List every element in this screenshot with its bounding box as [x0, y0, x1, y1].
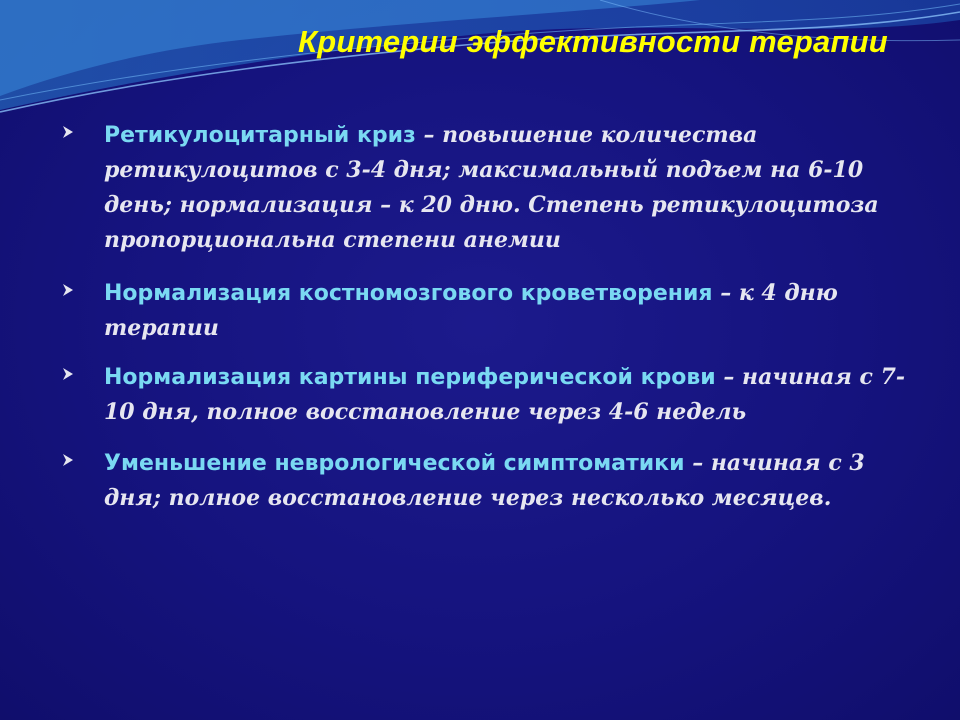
list-item-text	[104, 446, 920, 516]
list-item	[60, 360, 920, 430]
chevron-arrow-icon	[60, 366, 76, 382]
item-heading: Нормализация картины периферической крови	[104, 365, 716, 390]
item-heading: Нормализация костномозгового кроветворения	[104, 281, 713, 306]
list-item	[60, 276, 920, 346]
list-item	[60, 118, 920, 258]
item-description: – начиная с 3 дня; полное восстановление через несколько месяцев.	[104, 450, 865, 511]
list-item-text	[104, 276, 920, 346]
decorative-waves	[0, 0, 960, 125]
chevron-arrow-icon	[60, 452, 76, 468]
item-heading: Ретикулоцитарный криз	[104, 123, 416, 148]
list-item-text	[104, 118, 920, 258]
item-description: – начиная с 7-10 дня, полное восстановление через 4-6 недель	[104, 364, 906, 425]
item-heading: Уменьшение неврологической симптоматики	[104, 451, 685, 476]
list-item	[60, 446, 920, 516]
list-item-text	[104, 360, 920, 430]
chevron-arrow-icon	[60, 124, 76, 140]
slide-title: Критерии эффективности терапии	[298, 24, 888, 59]
item-description: – к 4 дню терапии	[104, 280, 838, 341]
criteria-list	[60, 118, 920, 516]
chevron-arrow-icon	[60, 282, 76, 298]
item-description: – повышение количества ретикулоцитов с 3-4 дня; максимальный подъем на 6-10 день; нормализация – к 20 дню. Степень ретикулоцитоза пропорциональна степени анемии	[104, 122, 879, 253]
